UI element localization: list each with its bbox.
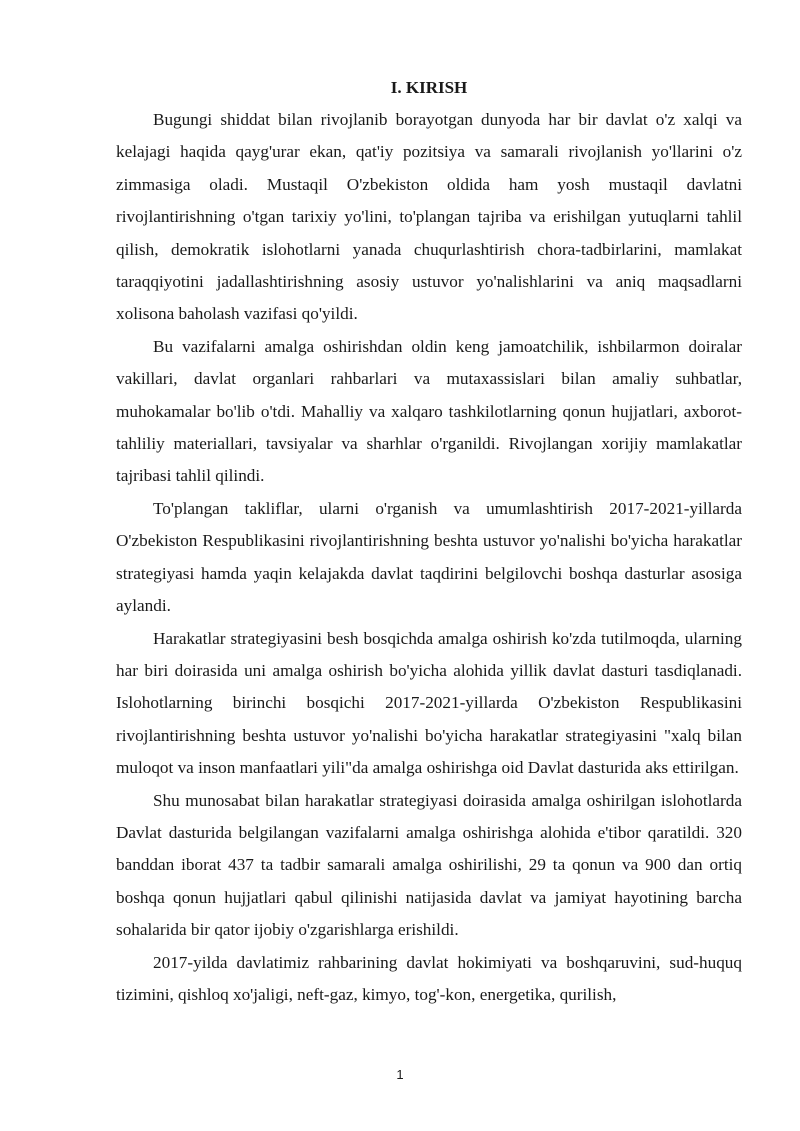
section-title: I. KIRISH <box>390 78 468 97</box>
paragraph-6: 2017-yilda davlatimiz rahbarining davlat hokimiyati va boshqaruvini, sud-huquq tizimini, qishloq xo'jaligi, neft-gaz, kimyo, tog'-kon, energetika, qurilish, <box>116 952 742 1004</box>
paragraph-2: Bu vazifalarni amalga oshirishdan oldin keng jamoatchilik, ishbilarmon doiralar vakillari, davlat organlari rahbarlari va mutaxassislari bilan amaliy suhbatlar, muhokamalar bo'lib o'tdi. Mahalliy va xalqaro tashkilotlarning qonun hujjatlari, axborot-tahliliy materiallari, tavsiyalar va sharhlar o'rganildi. Rivojlangan xorijiy mamlakatlar tajribasi tahlil qilindi. <box>116 336 742 486</box>
paragraph-4: Harakatlar strategiyasini besh bosqichda amalga oshirish ko'zda tutilmoqda, ularning har biri doirasida uni amalga oshirish bo'yicha alohida yillik davlat dasturi tasdiqlanadi. Islohotlarning birinchi bosqichi 2017-2021-yillarda O'zbekiston Respublikasini rivojlantirishning beshta ustuvor yo'nalishi bo'yicha harakatlar strategiyasini "xalq bilan muloqot va inson manfaatlari yili"da amalga oshirishga oid Davlat dasturida aks ettirilgan. <box>116 628 742 778</box>
paragraph-5: Shu munosabat bilan harakatlar strategiyasi doirasida amalga oshirilgan islohotlarda Davlat dasturida belgilangan vazifalarni amalga oshirishga alohida e'tibor qaratildi. 320 banddan iborat 437 ta tadbir samarali amalga oshirilishi, 29 ta qonun va 900 dan ortiq boshqa qonun hujjatlari qabul qilinishi natijasida davlat va jamiyat hayotining barcha sohalarida bir qator ijobiy o'zgarishlarga erishildi. <box>116 790 742 940</box>
page-number: 1 <box>396 1067 404 1082</box>
document-page <box>116 76 742 1011</box>
paragraph-3: To'plangan takliflar, ularni o'rganish va umumlashtirish 2017-2021-yillarda O'zbekiston Respublikasini rivojlantirishning beshta ustuvor yo'nalishi bo'yicha harakatlar strategiyasi hamda yaqin kelajakda davlat taqdirini belgilovchi boshqa dasturlar asosiga aylandi. <box>116 498 742 616</box>
paragraph-1: Bugungi shiddat bilan rivojlanib borayotgan dunyoda har bir davlat o'z xalqi va kelajagi haqida qayg'urar ekan, qat'iy pozitsiya va samarali rivojlanish yo'llarini o'z zimmasiga oladi. Mustaqil O'zbekiston oldida ham yosh mustaqil davlatni rivojlantirishning o'tgan tarixiy yo'lini, to'plangan tajriba va erishilgan yutuqlarni tahlil qilish, demokratik islohotlarni yanada chuqurlashtirish chora-tadbirlarini, mamlakat taraqqiyotini jadallashtirishning asosiy ustuvor yo'nalishlarini va aniq maqsadlarni xolisona baholash vazifasi qo'yildi. <box>116 110 742 324</box>
